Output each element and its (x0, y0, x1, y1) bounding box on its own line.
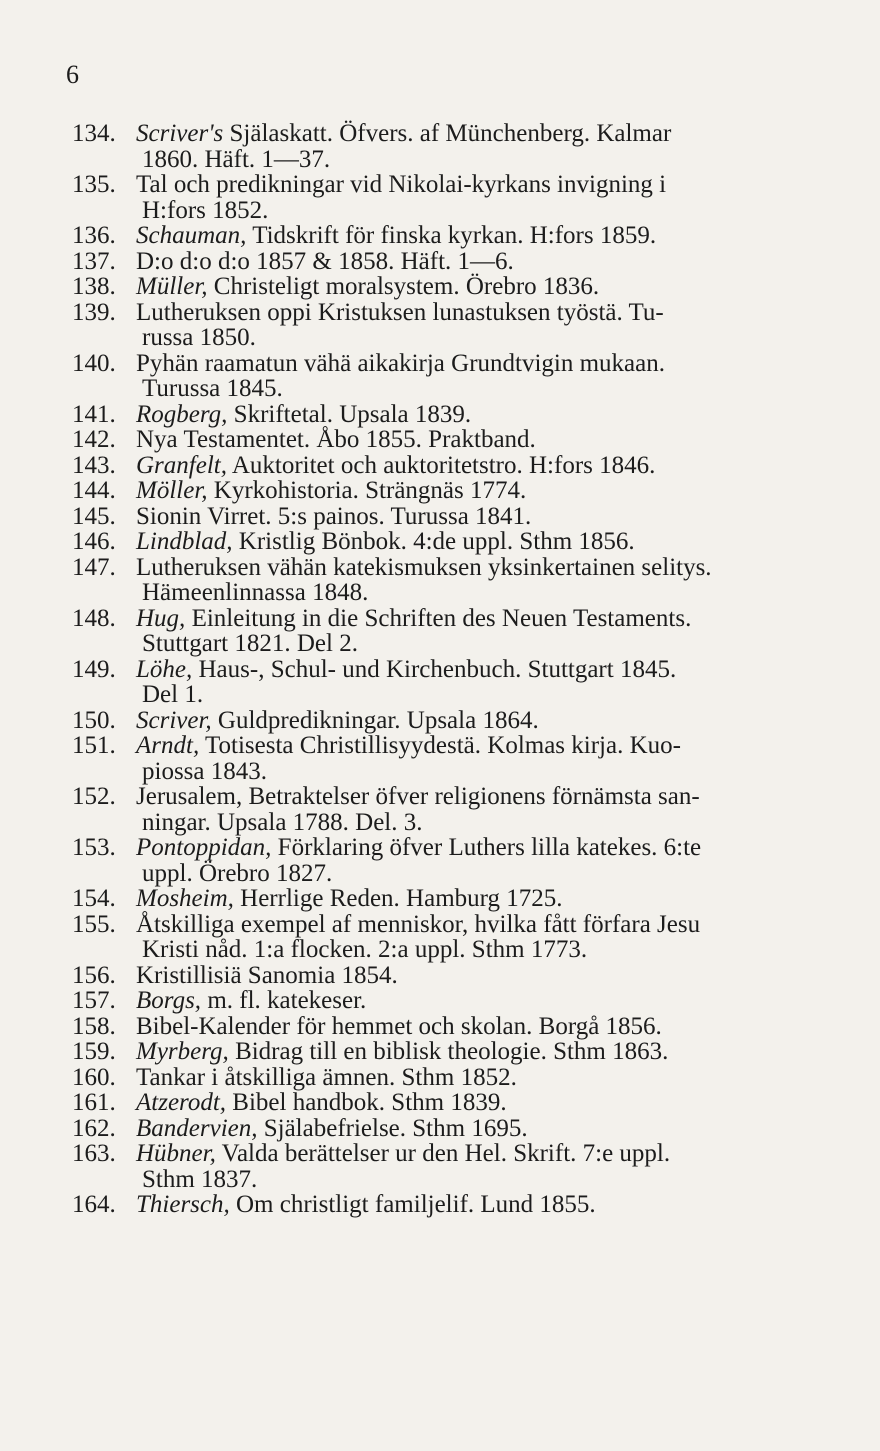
entry-segment: Lutheruksen vähän katekismuksen yksinkertainen selitys. (136, 553, 712, 581)
entry-text (136, 657, 832, 708)
author-name: Myrberg, (136, 1038, 229, 1065)
entry-text (136, 1141, 832, 1192)
catalog-entry (72, 708, 832, 734)
entry-number: 136. (72, 222, 116, 249)
catalog-entry (72, 657, 832, 708)
entry-segment: Förklaring öfver Luthers lilla katekes. 6:te (271, 834, 702, 861)
entry-number: 160. (72, 1063, 116, 1091)
entry-segment: Tidskrift för finska kyrkan. H:fors 1859. (246, 222, 657, 249)
entry-segment: 1860. Häft. 1—37. (142, 145, 331, 173)
entry-segment: Valda berättelser ur den Hel. Skrift. 7:e uppl. (215, 1140, 671, 1167)
entry-text (136, 963, 832, 989)
entry-segment: D:o d:o d:o 1857 & 1858. Häft. 1—6. (136, 247, 514, 275)
catalog-entry (72, 1039, 832, 1065)
entry-number: 141. (72, 400, 116, 428)
entry-number: 143. (72, 451, 116, 479)
entry-number: 144. (72, 477, 116, 504)
entry-line (136, 1065, 832, 1091)
entry-number: 147. (72, 553, 116, 581)
entry-segment: Bidrag till en biblisk theologie. Sthm 1863. (228, 1038, 669, 1065)
catalog-entry (72, 555, 832, 606)
entry-text (136, 835, 832, 886)
entry-number: 153. (72, 834, 116, 861)
entry-continuation-line (136, 580, 832, 606)
catalog-entry (72, 249, 832, 275)
entry-number: 146. (72, 528, 116, 555)
catalog-entry (72, 1090, 832, 1116)
entry-text (136, 555, 832, 606)
catalog-entry (72, 427, 832, 453)
entry-line (136, 351, 832, 377)
entry-segment: Kristi nåd. 1:a flocken. 2:a uppl. Sthm 1773. (142, 936, 588, 963)
entry-segment: Åtskilliga exempel af menniskor, hvilka fått förfara Jesu (136, 910, 701, 938)
entry-line (136, 1141, 832, 1167)
entry-segment: Herrlige Reden. Hamburg 1725. (233, 885, 563, 912)
author-name: Scriver's (136, 120, 224, 147)
entry-text (136, 453, 832, 479)
author-name: Granfelt, (136, 451, 227, 479)
entry-line (136, 453, 832, 479)
catalog-entry (72, 1014, 832, 1040)
entry-line (136, 708, 832, 734)
entry-text (136, 402, 832, 428)
entry-line (136, 835, 832, 861)
entry-segment: Hämeenlinnassa 1848. (142, 579, 369, 606)
entry-number: 135. (72, 171, 116, 198)
entry-segment: Guldpredikningar. Upsala 1864. (211, 706, 539, 734)
entry-segment: Pyhän raamatun vähä aikakirja Grundtvigin mukaan. (136, 349, 666, 377)
entry-text (136, 274, 832, 300)
entry-text (136, 1014, 832, 1040)
entry-line (136, 300, 832, 326)
entry-text (136, 1116, 832, 1142)
catalog-entry (72, 733, 832, 784)
entry-continuation-line (136, 759, 832, 785)
entry-number: 148. (72, 604, 116, 632)
entry-number: 149. (72, 655, 116, 683)
entry-segment: Tal och predikningar vid Nikolai-kyrkans invigning i (136, 171, 667, 198)
page-number: 6 (66, 60, 79, 89)
entry-segment: Sionin Virret. 5:s painos. Turussa 1841. (136, 502, 532, 530)
entry-line (136, 1014, 832, 1040)
entry-segment: Haus-, Schul- und Kirchenbuch. Stuttgart 1845. (192, 655, 677, 683)
entry-segment: Sthm 1837. (142, 1165, 258, 1193)
author-name: Hübner, (136, 1140, 216, 1167)
catalog-entry (72, 606, 832, 657)
entry-segment: m. fl. katekeser. (201, 987, 367, 1014)
catalog-entry (72, 1141, 832, 1192)
entry-number: 152. (72, 783, 116, 810)
entry-segment: Einleitung in die Schriften des Neuen Testaments. (185, 604, 692, 632)
author-name: Schauman, (136, 222, 247, 249)
catalog-entry (72, 223, 832, 249)
entry-text (136, 1090, 832, 1116)
entry-number: 142. (72, 426, 116, 453)
entry-line (136, 1090, 832, 1116)
catalog-entry (72, 1116, 832, 1142)
author-name: Atzerodt, (136, 1089, 227, 1116)
entry-line (136, 504, 832, 530)
entry-number: 154. (72, 885, 116, 912)
entry-line (136, 886, 832, 912)
catalog-entry (72, 835, 832, 886)
entry-segment: Del 1. (142, 681, 204, 708)
entry-text (136, 912, 832, 963)
entry-segment: Själaskatt. Öfvers. af Münchenberg. Kalmar (223, 120, 672, 147)
entry-number: 162. (72, 1114, 116, 1142)
entry-line (136, 912, 832, 938)
entry-text (136, 988, 832, 1014)
entry-line (136, 555, 832, 581)
catalog-entry (72, 963, 832, 989)
entry-number: 159. (72, 1038, 116, 1065)
entry-text (136, 427, 832, 453)
author-name: Löhe, (136, 655, 193, 683)
entry-line (136, 988, 832, 1014)
entry-text (136, 121, 832, 172)
entry-continuation-line (136, 937, 832, 963)
entry-segment: Om christligt familjelif. Lund 1855. (229, 1191, 596, 1218)
author-name: Müller, (136, 273, 208, 300)
entry-line (136, 172, 832, 198)
entry-number: 145. (72, 502, 116, 530)
entry-line (136, 402, 832, 428)
entry-segment: Kristillisiä Sanomia 1854. (136, 961, 398, 989)
entry-segment: Kristlig Bönbok. 4:de uppl. Sthm 1856. (232, 528, 635, 555)
entry-text (136, 886, 832, 912)
entry-segment: H:fors 1852. (142, 196, 269, 224)
entry-continuation-line (136, 631, 832, 657)
entry-number: 155. (72, 910, 116, 938)
catalog-entry (72, 351, 832, 402)
catalog-entry (72, 529, 832, 555)
entry-text (136, 300, 832, 351)
entry-segment: Bibel handbok. Sthm 1839. (226, 1089, 507, 1116)
author-name: Rogberg, (136, 400, 228, 428)
entry-line (136, 606, 832, 632)
catalog-entry (72, 886, 832, 912)
entry-number: 138. (72, 273, 116, 300)
author-name: Thiersch, (136, 1191, 230, 1218)
entry-line (136, 478, 832, 504)
entry-continuation-line (136, 810, 832, 836)
entry-text (136, 351, 832, 402)
entry-text (136, 1065, 832, 1091)
catalog-entry (72, 453, 832, 479)
entry-continuation-line (136, 198, 832, 224)
author-name: Bandervien, (136, 1114, 258, 1142)
catalog-entry (72, 988, 832, 1014)
entry-number: 157. (72, 987, 116, 1014)
entry-continuation-line (136, 682, 832, 708)
entry-text (136, 504, 832, 530)
author-name: Borgs, (136, 987, 202, 1014)
entry-segment: Stuttgart 1821. Del 2. (142, 630, 358, 657)
catalog-entry-list (72, 121, 832, 1218)
entry-text (136, 606, 832, 657)
entry-continuation-line (136, 376, 832, 402)
entry-segment: Nya Testamentet. Åbo 1855. Praktband. (136, 426, 536, 453)
catalog-entry (72, 478, 832, 504)
author-name: Lindblad, (136, 528, 233, 555)
entry-number: 161. (72, 1089, 116, 1116)
catalog-entry (72, 504, 832, 530)
entry-text (136, 478, 832, 504)
entry-line (136, 529, 832, 555)
entry-line (136, 427, 832, 453)
entry-line (136, 784, 832, 810)
catalog-entry (72, 172, 832, 223)
entry-number: 134. (72, 120, 116, 147)
catalog-entry (72, 300, 832, 351)
entry-segment: Jerusalem, Betraktelser öfver religionens förnämsta san- (136, 783, 700, 810)
author-name: Möller, (136, 477, 208, 504)
entry-text (136, 708, 832, 734)
entry-segment: ningar. Upsala 1788. Del. 3. (142, 808, 423, 836)
entry-number: 163. (72, 1140, 116, 1167)
entry-line (136, 1192, 832, 1218)
entry-number: 158. (72, 1012, 116, 1040)
entry-segment: Bibel-Kalender för hemmet och skolan. Borgå 1856. (136, 1012, 662, 1040)
entry-text (136, 223, 832, 249)
entry-line (136, 1039, 832, 1065)
entry-line (136, 657, 832, 683)
entry-text (136, 733, 832, 784)
entry-text (136, 784, 832, 835)
catalog-entry (72, 1192, 832, 1218)
catalog-entry (72, 402, 832, 428)
entry-segment: Totisesta Christillisyydestä. Kolmas kirja. Kuo- (199, 732, 681, 759)
catalog-entry (72, 121, 832, 172)
catalog-entry (72, 784, 832, 835)
entry-segment: uppl. Örebro 1827. (142, 859, 333, 887)
entry-number: 150. (72, 706, 116, 734)
author-name: Hug, (136, 604, 186, 632)
entry-segment: Kyrkohistoria. Strängnäs 1774. (207, 477, 527, 504)
entry-text (136, 1192, 832, 1218)
entry-segment: Turussa 1845. (142, 375, 283, 402)
entry-segment: Skriftetal. Upsala 1839. (227, 400, 472, 428)
author-name: Pontoppidan, (136, 834, 272, 861)
author-name: Scriver, (136, 706, 212, 734)
catalog-entry (72, 912, 832, 963)
entry-number: 151. (72, 732, 116, 759)
entry-segment: Auktoritet och auktoritetstro. H:fors 1846. (226, 451, 656, 479)
author-name: Arndt, (136, 732, 200, 759)
entry-continuation-line (136, 325, 832, 351)
entry-segment: Lutheruksen oppi Kristuksen lunastuksen työstä. Tu- (136, 298, 664, 326)
entry-segment: piossa 1843. (142, 757, 267, 785)
entry-number: 137. (72, 247, 116, 275)
entry-number: 140. (72, 349, 116, 377)
entry-number: 139. (72, 298, 116, 326)
entry-text (136, 1039, 832, 1065)
entry-segment: Tankar i åtskilliga ämnen. Sthm 1852. (136, 1063, 517, 1091)
entry-line (136, 963, 832, 989)
entry-number: 156. (72, 961, 116, 989)
catalog-entry (72, 274, 832, 300)
entry-continuation-line (136, 1167, 832, 1193)
entry-line (136, 223, 832, 249)
entry-segment: Själabefrielse. Sthm 1695. (257, 1114, 528, 1142)
entry-text (136, 249, 832, 275)
entry-line (136, 1116, 832, 1142)
catalog-entry (72, 1065, 832, 1091)
entry-segment: russa 1850. (142, 324, 256, 351)
entry-text (136, 172, 832, 223)
entry-number: 164. (72, 1191, 116, 1218)
entry-segment: Christeligt moralsystem. Örebro 1836. (207, 273, 600, 300)
entry-line (136, 274, 832, 300)
entry-line (136, 121, 832, 147)
entry-line (136, 733, 832, 759)
entry-text (136, 529, 832, 555)
entry-continuation-line (136, 861, 832, 887)
entry-line (136, 249, 832, 275)
author-name: Mosheim, (136, 885, 234, 912)
entry-continuation-line (136, 147, 832, 173)
